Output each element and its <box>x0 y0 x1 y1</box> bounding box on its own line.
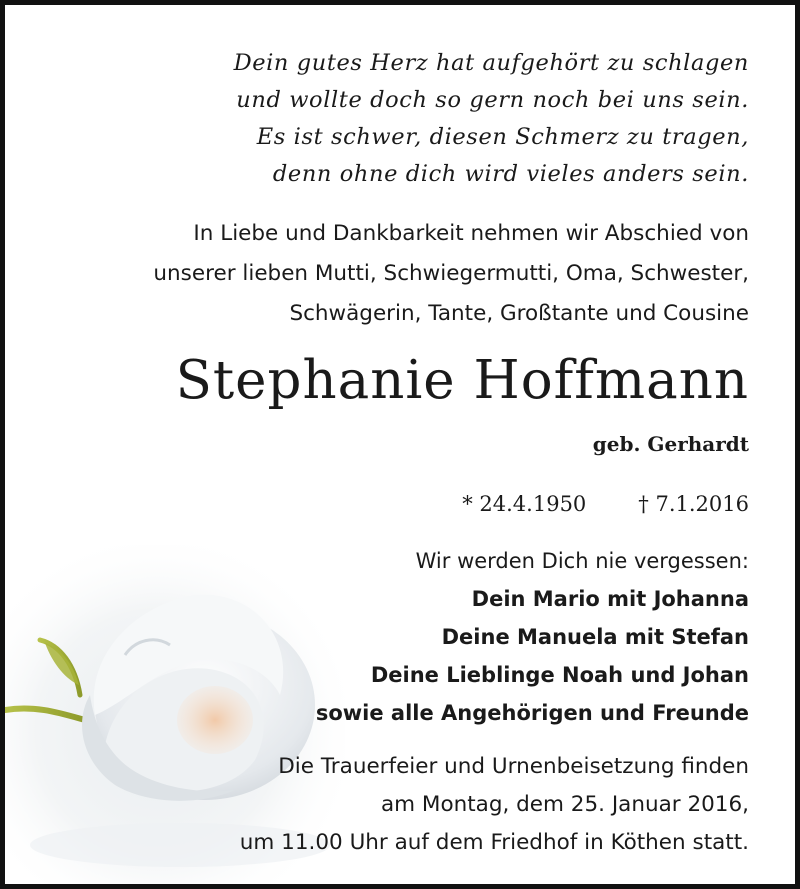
life-dates <box>462 489 749 519</box>
birth-name: geb. Gerhardt <box>592 432 749 456</box>
mourners-lead: Wir werden Dich nie vergessen: <box>415 549 749 573</box>
poem-line: und wollte doch so gern noch bei uns sein. <box>236 87 749 113</box>
poem <box>234 45 749 193</box>
poem-line: Dein gutes Herz hat aufgehört zu schlagen <box>233 50 749 76</box>
mourner-name: Deine Lieblinge Noah und Johan <box>370 663 749 687</box>
farewell-intro <box>153 214 749 334</box>
deceased-name: Stephanie Hoffmann <box>175 350 749 411</box>
poem-line: denn ohne dich wird vieles anders sein. <box>272 161 749 187</box>
service-line: Die Trauerfeier und Urnenbeisetzung finden <box>278 754 749 779</box>
mourner-name: sowie alle Angehörigen und Freunde <box>315 701 749 725</box>
mourner-name: Deine Manuela mit Stefan <box>441 625 749 649</box>
funeral-service-info <box>240 748 749 862</box>
poem-line: Es ist schwer, diesen Schmerz zu tragen, <box>256 124 749 150</box>
service-line: am Montag, dem 25. Januar 2016, <box>380 792 749 817</box>
death-date: † 7.1.2016 <box>638 492 749 516</box>
mourners <box>316 542 749 732</box>
service-line: um 11.00 Uhr auf dem Friedhof in Köthen statt. <box>239 830 749 855</box>
intro-line: unserer lieben Mutti, Schwiegermutti, Oma, Schwester, <box>153 261 749 286</box>
birth-date: * 24.4.1950 <box>462 492 587 516</box>
intro-line: In Liebe und Dankbarkeit nehmen wir Abschied von <box>193 221 749 246</box>
mourner-name: Dein Mario mit Johanna <box>471 587 749 611</box>
intro-line: Schwägerin, Tante, Großtante und Cousine <box>289 301 749 326</box>
